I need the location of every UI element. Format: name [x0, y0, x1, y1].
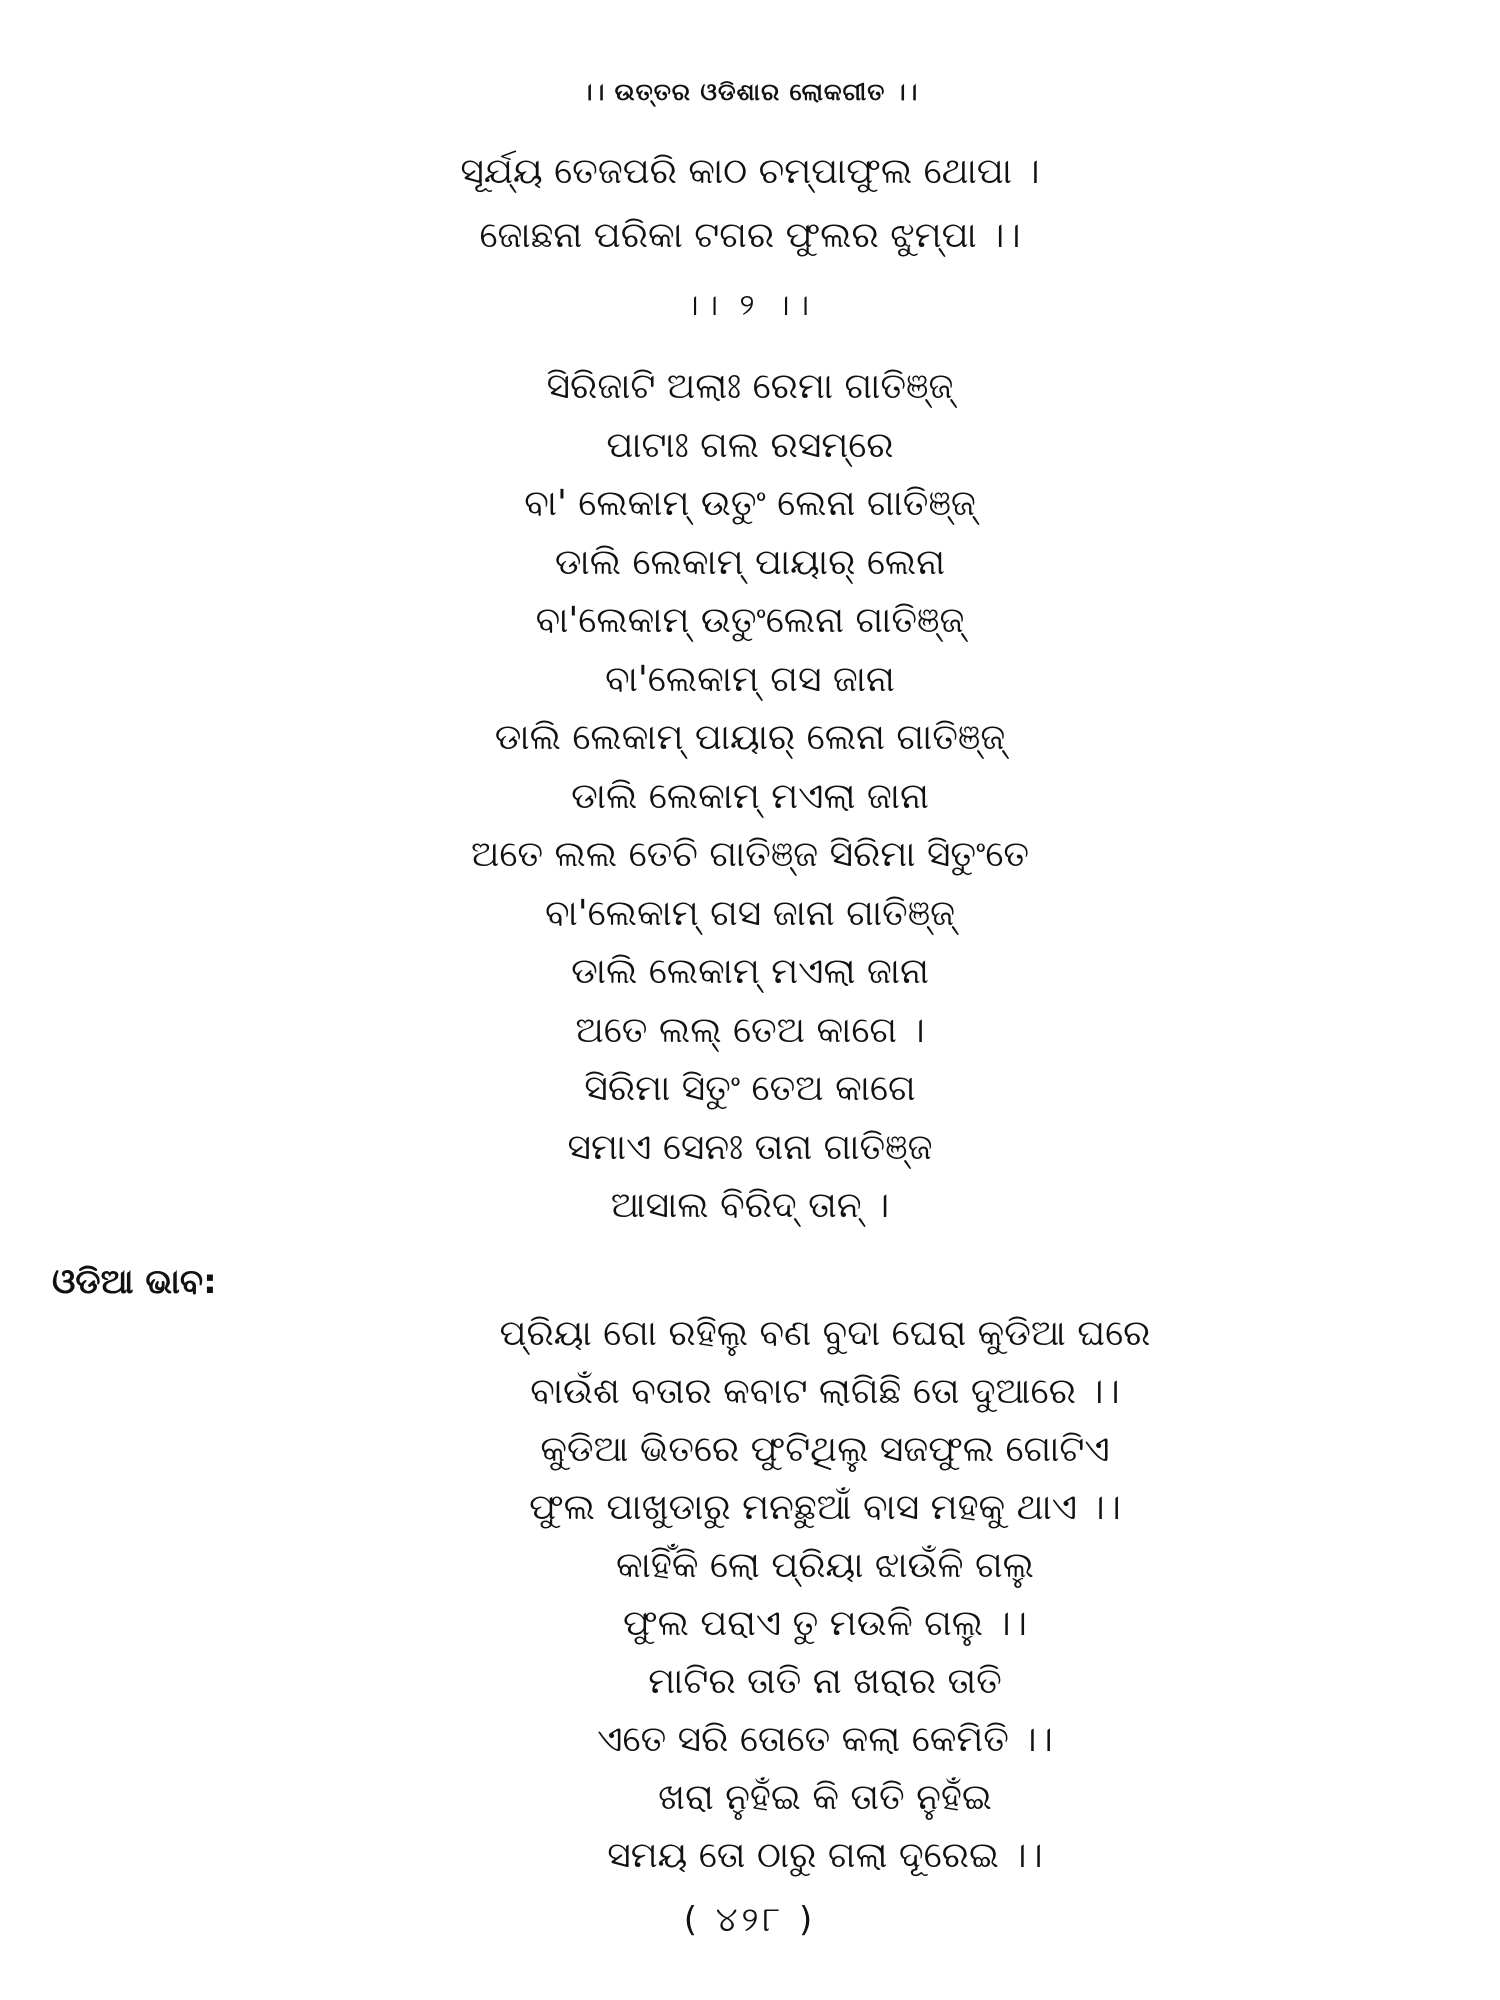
meaning-line: କୁଡିଆ ଭିତରେ ଫୁଟିଥିଲୁ ସଜଫୁଲ ଗୋଟିଏ: [540, 1429, 1110, 1470]
song-line: ବା' ଲେକାମ୍ ଉତୁଂ ଲେନା ଗାତିଞ୍ଜ୍: [524, 483, 976, 524]
page-header: ।। ଉତ୍ତର ଓଡିଶାର ଲୋକଗୀତ ।।: [581, 78, 919, 106]
verse-number: ।। ୨ ।।: [684, 288, 815, 323]
song-line: ଅତେ ଲଲ ତେଚି ଗାତିଞ୍ଜ ସିରିମା ସିତୁଂତେ: [470, 834, 1030, 875]
meaning-line: ପ୍ରିୟା ଗୋ ରହିଲୁ ବଣ ବୁଦା ଘେରା କୁଡିଆ ଘରେ: [499, 1313, 1151, 1354]
meaning-line: ଏତେ ସରି ତୋତେ କଲା କେମିତି ।।: [597, 1719, 1053, 1760]
meaning-stanza: [0, 1305, 1500, 1885]
intro-line: ଜୋଛନା ପରିକା ଟଗର ଫୁଲର ଝୁମ୍ପା ।।: [479, 215, 1021, 256]
song-line: ପାଟାଃ ଗଲ ରସମ୍‌ରେ: [606, 424, 894, 466]
song-line: ଡାଲି ଲେକାମ୍ ମଏଲା ଜାନା: [571, 951, 929, 992]
page-number: ( ୪୨୮ ): [683, 1900, 817, 1940]
meaning-line: ମାଟିର ତାତି ନା ଖରାର ତାତି: [648, 1661, 1002, 1702]
meaning-line: ଫୁଲ ପାଖୁଡାରୁ ମନଛୁଆଁ ବାସ ମହକୁ ଥାଏ ।।: [529, 1487, 1121, 1528]
odia-meaning-label: ଓଡିଆ ଭାବ:: [52, 1262, 217, 1302]
meaning-line: ଖରା ନୁହଁଇ କି ତାତି ନୁହଁଇ: [658, 1777, 992, 1818]
song-line: ସମାଏ ସେନଃ ତାନା ଗାତିଞ୍ଜ: [567, 1126, 933, 1168]
song-line: ବା'ଲେକାମ୍ ଉତୁଂଲେନା ଗାତିଞ୍ଜ୍: [535, 600, 965, 641]
meaning-line: ସମୟ ତୋ ଠାରୁ ଗଲା ଦୂରେଇ ।।: [607, 1835, 1043, 1876]
song-line: ଆସାଲ ବିରିଦ୍ ତାନ୍ ।: [610, 1185, 890, 1226]
song-line: ଡାଲି ଲେକାମ୍ ମଏଲା ଜାନା: [571, 775, 929, 817]
song-line: ବା'ଲେକାମ୍ ଗସ ଜାନା ଗାତିଞ୍ଜ୍: [544, 892, 956, 934]
meaning-line: କାହିଁକି ଲୋ ପ୍ରିୟା ଝାଉଁଳି ଗଲୁ: [616, 1545, 1034, 1586]
song-line: ଡାଲି ଲେକାମ୍ ପାୟାର୍ ଲେନା ଗାତିଞ୍ଜ୍: [494, 717, 1006, 758]
meaning-line: ଫୁଲ ପରାଏ ତୁ ମଉଳି ଗଲୁ ।।: [623, 1603, 1027, 1644]
song-stanza: [0, 358, 1500, 1236]
song-line: ସିରିଜାଟି ଅଲାଃ ରେମା ଗାତିଞ୍ଜ୍: [546, 366, 954, 407]
intro-stanza: [0, 140, 1500, 268]
song-line: ଅତେ ଲଲ୍ ତେଅ କାଗେ ।: [575, 1009, 925, 1051]
song-line: ବା'ଲେକାମ୍ ଗସ ଜାନା: [605, 658, 895, 700]
song-line: ସିରିମା ସିତୁଂ ତେଅ କାଗେ: [584, 1068, 916, 1109]
song-line: ଡାଲି ଲେକାମ୍ ପାୟାର୍ ଲେନା: [554, 541, 946, 583]
intro-line: ସୂର୍ଯ୍ୟ ତେଜପରି କାଠ ଚମ୍ପାଫୁଲ ଥୋପା ।: [460, 151, 1040, 192]
meaning-line: ବାଉଁଶ ବତାର କବାଟ ଲାଗିଛି ତୋ ଦୁଆରେ ।।: [530, 1371, 1120, 1412]
